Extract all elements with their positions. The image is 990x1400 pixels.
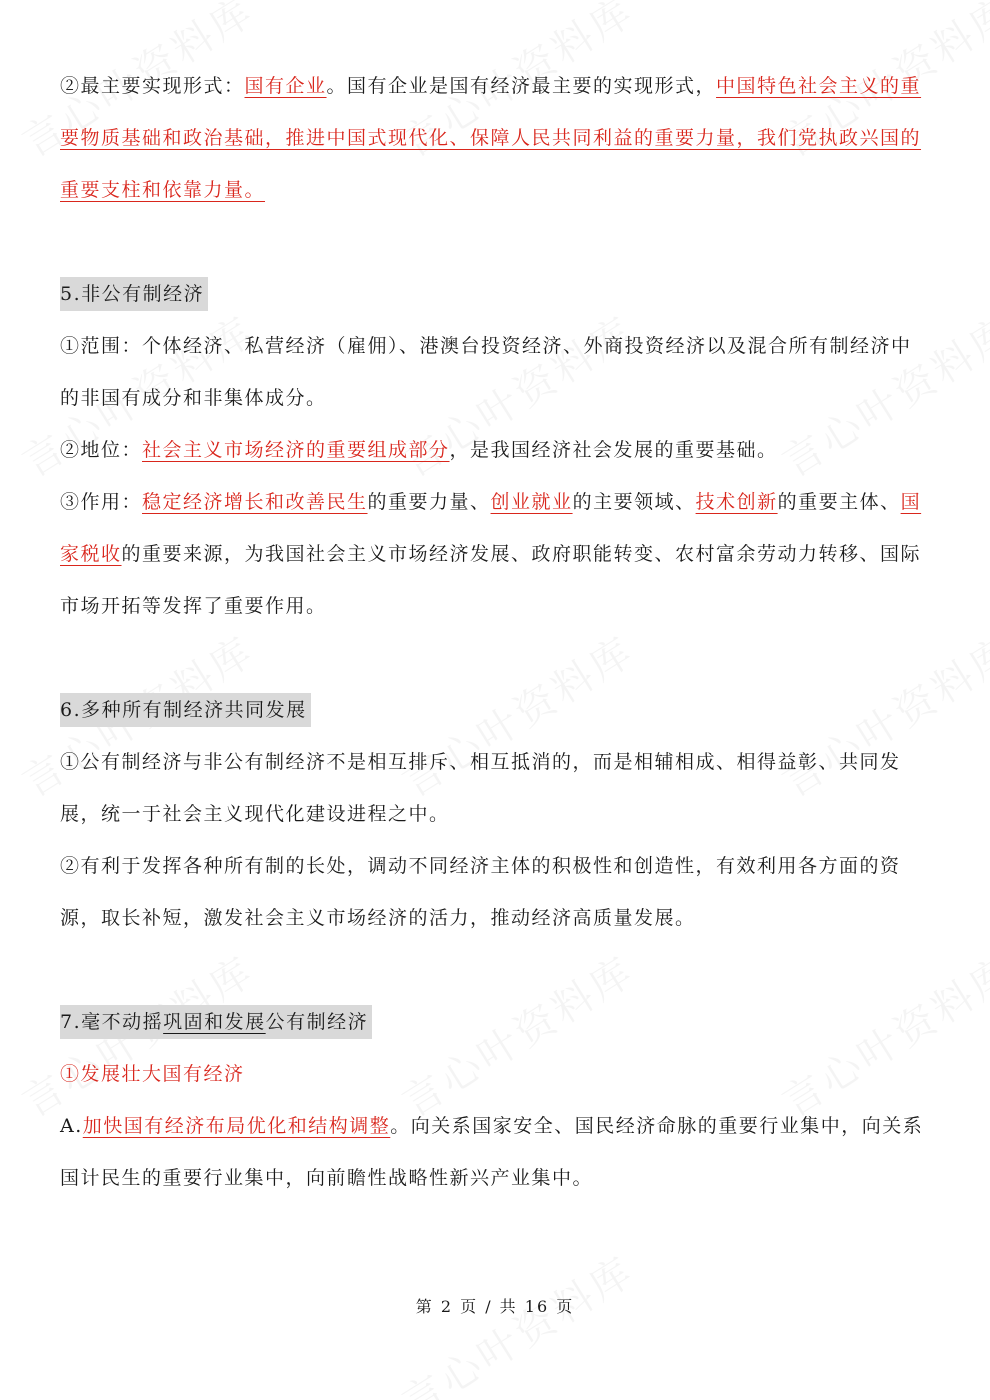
section-heading-7: 7.毫不动摇巩固和发展公有制经济 bbox=[60, 1005, 372, 1039]
paragraph-state-enterprise: ②最主要实现形式：国有企业。国有企业是国有经济最主要的实现形式，中国特色社会主义的重要物质基础和政治基础，推进中国式现代化、保障人民共同利益的重要力量，我们党执政兴国的重要支柱和依靠力量。 bbox=[60, 75, 922, 201]
watermark bbox=[390, 1240, 644, 1400]
highlight-market-component: 社会主义市场经济的重要组成部分 bbox=[142, 439, 450, 461]
highlight-tax: 国家税收 bbox=[60, 491, 922, 565]
paragraph-function: ③作用：稳定经济增长和改善民生的重要力量、创业就业的主要领域、技术创新的重要主体、国家税收的重要来源，为我国社会主义市场经济发展、政府职能转变、农村富余劳动力转移、国际市场开拓等发挥了重要作用。 bbox=[60, 491, 922, 617]
paragraph-status: ②地位：社会主义市场经济的重要组成部分，是我国经济社会发展的重要基础。 bbox=[60, 439, 778, 461]
paragraph-scope: ①范围：个体经济、私营经济（雇佣）、港澳台投资经济、外商投资经济以及混合所有制经济中的非国有成分和非集体成分。 bbox=[60, 335, 912, 409]
highlight-layout-adjustment: 加快国有经济布局优化和结构调整 bbox=[82, 1115, 391, 1137]
highlight-state-enterprise: 国有企业 bbox=[244, 75, 327, 97]
paragraph-advantages: ②有利于发挥各种所有制的长处，调动不同经济主体的积极性和创造性，有效利用各方面的资源，取长补短，激发社会主义市场经济的活力，推动经济高质量发展。 bbox=[60, 855, 901, 929]
highlight-important-role: 中国特色社会主义的重要物质基础和政治基础，推进中国式现代化、保障人民共同利益的重要力量，我们党执政兴国的重要支柱和依靠力量。 bbox=[60, 75, 922, 201]
highlight-stable-growth: 稳定经济增长和改善民生 bbox=[142, 491, 368, 513]
subheading-state-economy: ①发展壮大国有经济 bbox=[60, 1063, 245, 1085]
section-heading-6: 6.多种所有制经济共同发展 bbox=[60, 693, 311, 727]
page-footer: 第 2 页 / 共 16 页 bbox=[415, 1297, 575, 1316]
document-page bbox=[60, 60, 930, 1204]
section-heading-5: 5.非公有制经济 bbox=[60, 277, 208, 311]
highlight-innovation: 技术创新 bbox=[695, 491, 778, 513]
paragraph-coexist: ①公有制经济与非公有制经济不是相互排斥、相互抵消的，而是相辅相成、相得益彰、共同发展，统一于社会主义现代化建设进程之中。 bbox=[60, 751, 901, 825]
highlight-employment: 创业就业 bbox=[490, 491, 573, 513]
paragraph-layout-optimization: A.加快国有经济布局优化和结构调整。向关系国家安全、国民经济命脉的重要行业集中，向关系国计民生的重要行业集中，向前瞻性战略性新兴产业集中。 bbox=[60, 1115, 924, 1189]
